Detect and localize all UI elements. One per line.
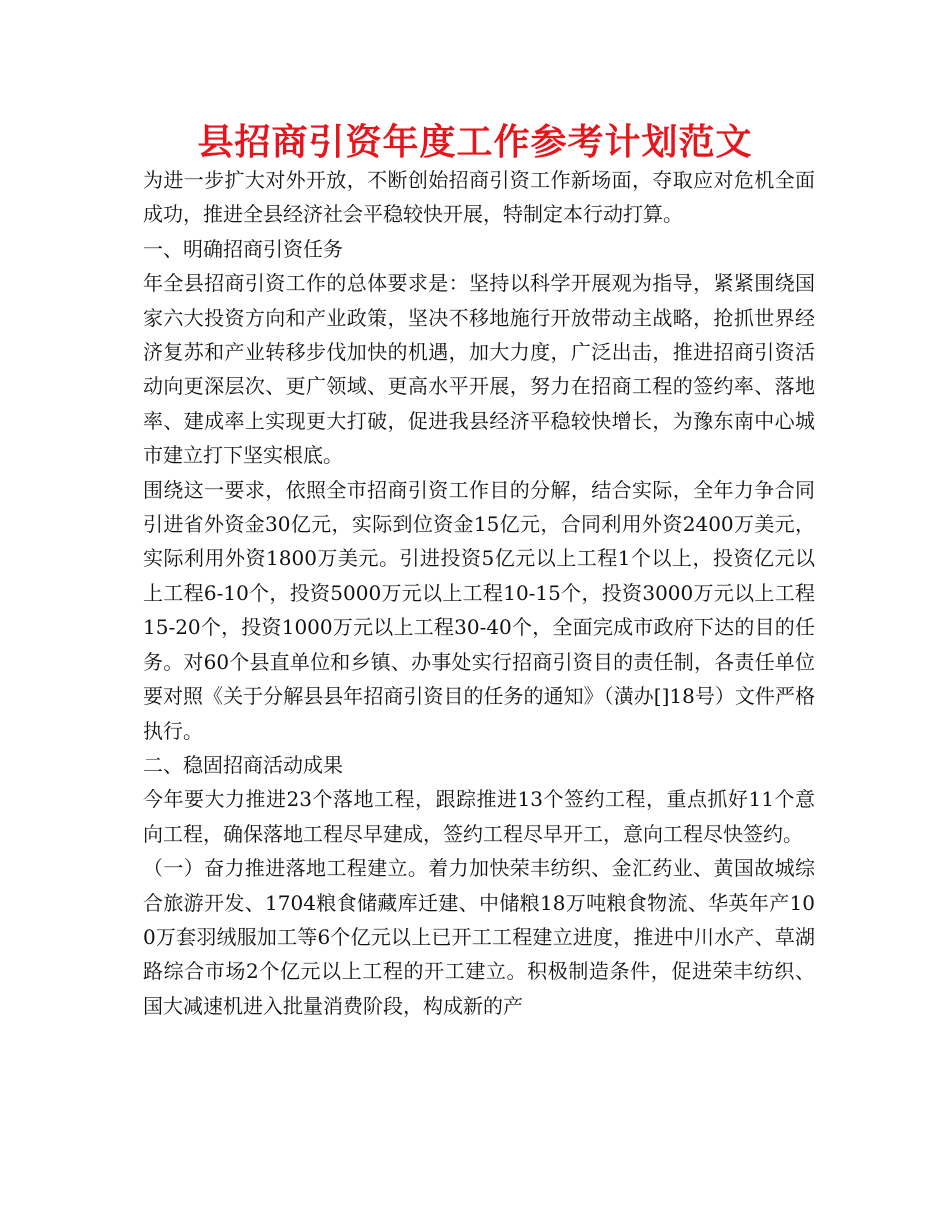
- section-heading-1: 一、明确招商引资任务: [143, 236, 343, 261]
- section-heading-2: 二、稳固招商活动成果: [143, 752, 343, 777]
- document-title: 县招商引资年度工作参考计划范文: [197, 122, 753, 163]
- paragraph-requirements: 年全县招商引资工作的总体要求是：坚持以科学开展观为指导，紧紧围绕国家六大投资方向和产业政策，坚决不移地施行开放带动主战略，抢抓世界经济复苏和产业转移步伐加快的机遇，加大力度，广泛出击，推进招商引资活动向更深层次、更广领域、更高水平开展，努力在招商工程的签约率、落地率、建成率上实现更大打破，促进我县经济平稳较快增长，为豫东南中心城市建立打下坚实根底。: [143, 271, 815, 468]
- paragraph-projects: 今年要大力推进23个落地工程，跟踪推进13个签约工程，重点抓好11个意向工程，确保落地工程尽早建成，签约工程尽早开工，意向工程尽快签约。: [143, 787, 815, 846]
- paragraph-targets: 围绕这一要求，依照全市招商引资工作目的分解，结合实际，全年力争合同引进省外资金30亿元，实际到位资金15亿元，合同利用外资2400万美元，实际利用外资1800万美元。引进投资5亿元以上工程1个以上，投资亿元以上工程6-10个，投资5000万元以上工程10-15个，投资3000万元以上工程15-20个，投资1000万元以上工程30-40个，全面完成市政府下达的目的任务。对60个县直单位和乡镇、办事处实行招商引资目的责任制，各责任单位要对照《关于分解县县年招商引资目的任务的通知》（潢办[]18号）文件严格执行。: [143, 477, 815, 743]
- paragraph-subsection-1: （一）奋力推进落地工程建立。着力加快荣丰纺织、金汇药业、黄国故城综合旅游开发、1704粮食储藏库迁建、中储粮18万吨粮食物流、华英年产100万套羽绒服加工等6个亿元以上已开工工程建立进度，推进中川水产、草湖路综合市场2个亿元以上工程的开工建立。积极制造条件，促进荣丰纺织、国大减速机进入批量消费阶段，构成新的产: [143, 856, 815, 1018]
- paragraph-intro: 为进一步扩大对外开放，不断创始招商引资工作新场面，夺取应对危机全面成功，推进全县经济社会平稳较快开展，特制定本行动打算。: [143, 168, 815, 227]
- document-body: [143, 163, 815, 1023]
